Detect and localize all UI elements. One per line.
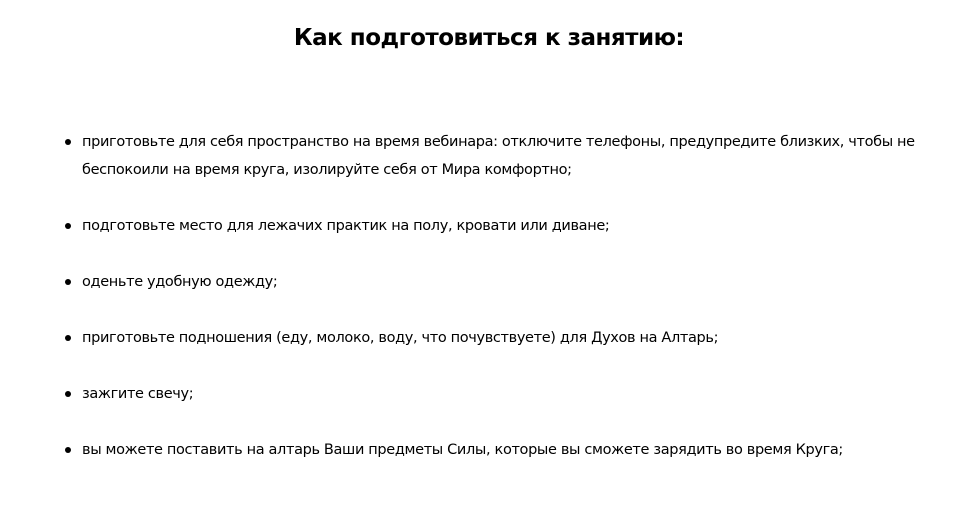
list-item-text: вы можете поставить на алтарь Ваши предметы Силы, которые вы сможете зарядить во время Круга; bbox=[82, 442, 843, 458]
list-item bbox=[60, 268, 930, 296]
list-item bbox=[60, 212, 930, 240]
list-item bbox=[60, 324, 930, 352]
list-item-text: зажгите свечу; bbox=[82, 386, 194, 402]
bullet-icon bbox=[65, 223, 71, 229]
list-item-text: приготовьте для себя пространство на время вебинара: отключите телефоны, предупредите близких, чтобы не беспокоили на время круга, изолируйте себя от Мира комфортно; bbox=[82, 134, 915, 178]
preparation-checklist bbox=[60, 128, 930, 492]
list-item-text: оденьте удобную одежду; bbox=[82, 274, 278, 290]
list-item bbox=[60, 436, 930, 464]
bullet-icon bbox=[65, 391, 71, 397]
list-item-text: подготовьте место для лежачих практик на полу, кровати или диване; bbox=[82, 218, 610, 234]
bullet-icon bbox=[65, 447, 71, 453]
list-item-text: приготовьте подношения (еду, молоко, воду, что почувствуете) для Духов на Алтарь; bbox=[82, 330, 719, 346]
bullet-icon bbox=[65, 139, 71, 145]
bullet-icon bbox=[65, 335, 71, 341]
list-item bbox=[60, 128, 930, 184]
bullet-icon bbox=[65, 279, 71, 285]
page-title: Как подготовиться к занятию: bbox=[293, 25, 685, 51]
list-item bbox=[60, 380, 930, 408]
